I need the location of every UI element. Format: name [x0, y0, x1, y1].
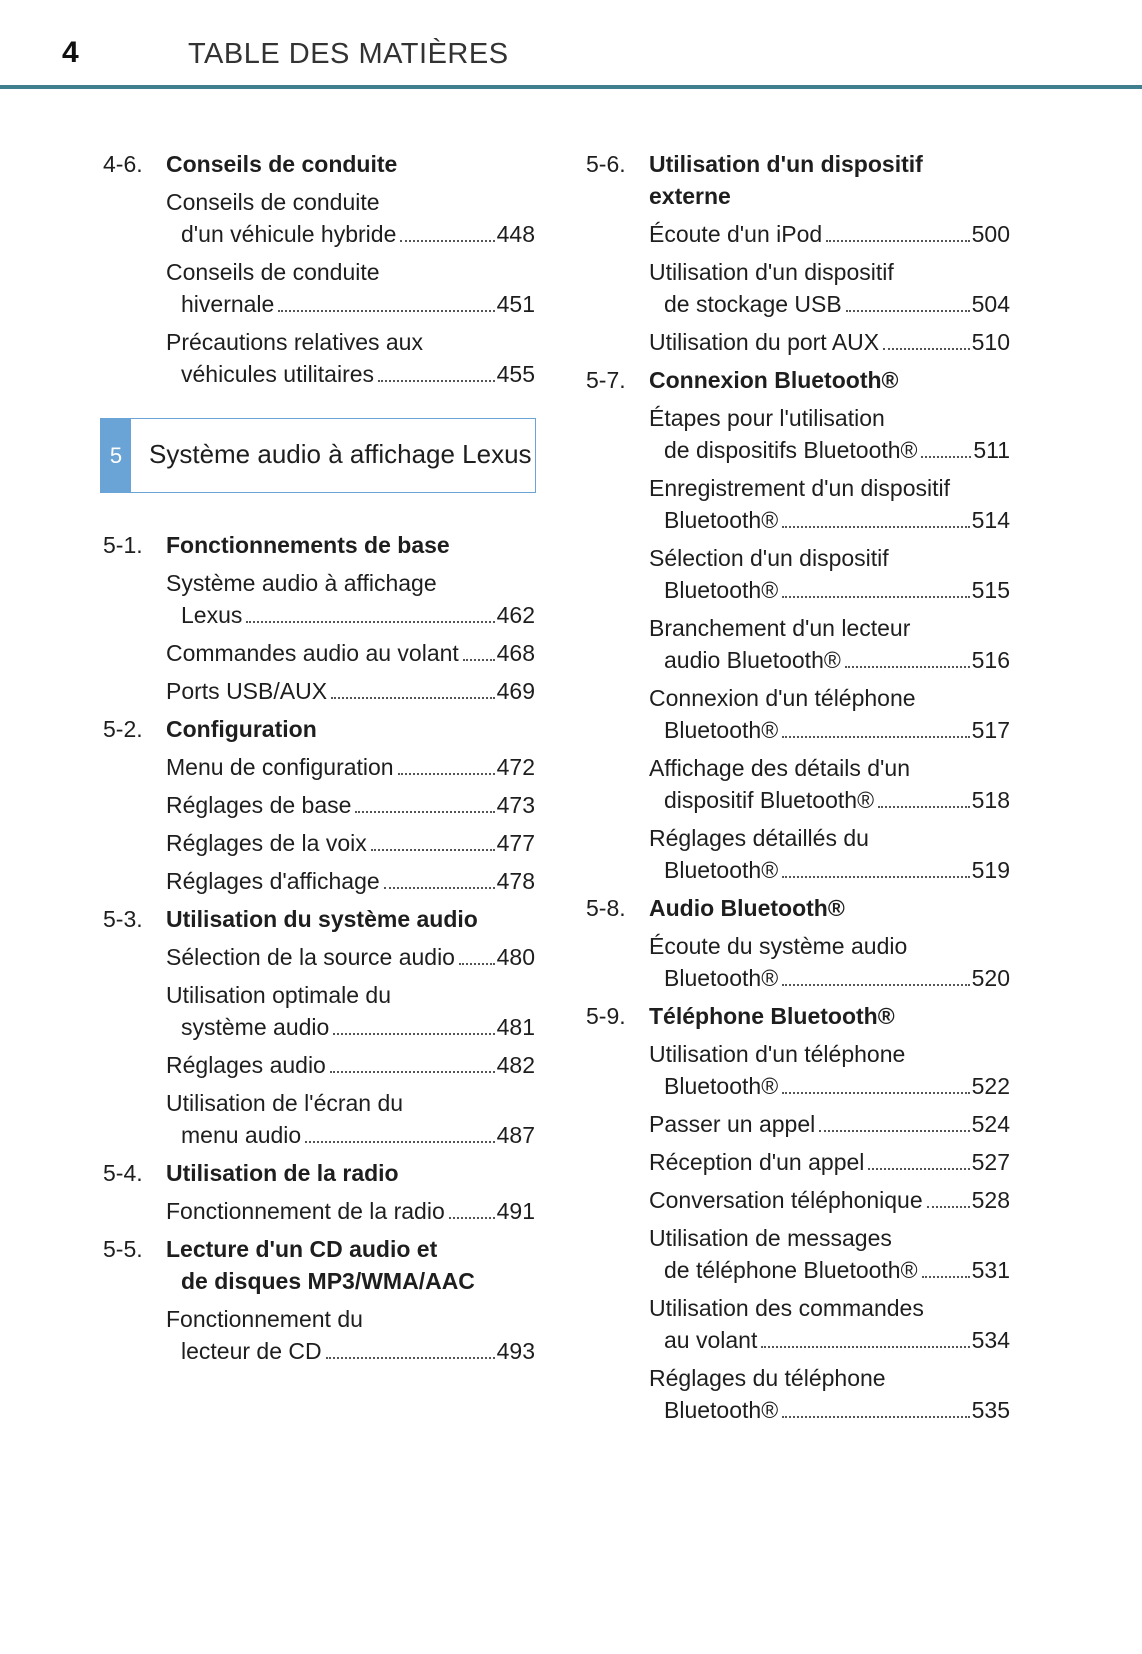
- leader-dots: [761, 1346, 969, 1348]
- entry-title: Ports USB/AUX: [166, 678, 328, 704]
- toc-entry[interactable]: [103, 675, 535, 707]
- section-heading: [586, 892, 1010, 924]
- leader-dots: [883, 348, 970, 350]
- entry-title-line1: Écoute du système audio: [649, 933, 908, 959]
- entry-title-line1: Branchement d'un lecteur: [649, 615, 911, 641]
- entry-title-line2: d'un véhicule hybride: [181, 221, 397, 247]
- entry-title-line1: Réglages détaillés du: [649, 825, 869, 851]
- leader-dots: [819, 1130, 969, 1132]
- entry-title-line1: Utilisation de messages: [649, 1225, 892, 1251]
- entry-title-line2: Bluetooth®: [664, 717, 779, 743]
- entry-page: 451: [496, 291, 535, 317]
- toc-entry[interactable]: [586, 256, 1010, 320]
- toc-entry[interactable]: [586, 218, 1010, 250]
- toc-entry[interactable]: [103, 567, 535, 631]
- page-number: 4: [62, 36, 79, 69]
- entry-title-line1: Enregistrement d'un dispositif: [649, 475, 950, 501]
- page-header: [0, 0, 1142, 90]
- toc-entry[interactable]: [103, 865, 535, 897]
- entry-title: Écoute d'un iPod: [649, 221, 823, 247]
- section-title: Utilisation du système audio: [166, 906, 478, 932]
- chapter-banner[interactable]: [100, 418, 536, 493]
- entry-page: 472: [496, 754, 535, 780]
- toc-entry[interactable]: [586, 1362, 1010, 1426]
- leader-dots: [463, 659, 495, 661]
- entry-page: 522: [971, 1073, 1010, 1099]
- leader-dots: [449, 1217, 495, 1219]
- section-number: 4-6.: [103, 151, 143, 177]
- header-rule: [0, 85, 1142, 89]
- entry-title-line2: Bluetooth®: [664, 1397, 779, 1423]
- entry-page: 482: [496, 1052, 535, 1078]
- entry-page: 478: [496, 868, 535, 894]
- leader-dots: [246, 621, 494, 623]
- leader-dots: [845, 666, 970, 668]
- entry-title-line1: Réglages du téléphone: [649, 1365, 886, 1391]
- leader-dots: [278, 310, 494, 312]
- toc-entry[interactable]: [586, 1038, 1010, 1102]
- section-title: Utilisation d'un dispositif externe: [649, 151, 923, 209]
- entry-title-line1: Utilisation d'un dispositif: [649, 259, 894, 285]
- entry-title: Conversation téléphonique: [649, 1187, 923, 1213]
- entry-title: Réglages audio: [166, 1052, 326, 1078]
- toc-entry[interactable]: [103, 186, 535, 250]
- section-number: 5-2.: [103, 716, 143, 742]
- toc-entry[interactable]: [586, 752, 1010, 816]
- toc-entry[interactable]: [103, 256, 535, 320]
- entry-title-line1: Utilisation d'un téléphone: [649, 1041, 906, 1067]
- leader-dots: [378, 380, 495, 382]
- entry-page: 528: [971, 1187, 1010, 1213]
- entry-title-line2: dispositif Bluetooth®: [664, 787, 875, 813]
- leader-dots: [305, 1141, 494, 1143]
- chapter-number: 5: [101, 419, 131, 492]
- leader-dots: [878, 806, 970, 808]
- entry-page: 511: [973, 437, 1010, 463]
- section-title: Configuration: [166, 716, 317, 742]
- leader-dots: [846, 310, 970, 312]
- entry-title-line1: Utilisation optimale du: [166, 982, 392, 1008]
- toc-right-column: [586, 148, 1010, 1432]
- toc-entry[interactable]: [586, 472, 1010, 536]
- entry-page: 477: [496, 830, 535, 856]
- section-heading: [103, 529, 535, 561]
- toc-entry[interactable]: [586, 822, 1010, 886]
- leader-dots: [921, 456, 971, 458]
- section-heading: [586, 364, 1010, 396]
- entry-title-line2: Bluetooth®: [664, 857, 779, 883]
- entry-title-line2: de stockage USB: [664, 291, 842, 317]
- entry-page: 518: [971, 787, 1010, 813]
- toc-entry[interactable]: [103, 326, 535, 390]
- entry-page: 491: [496, 1198, 535, 1224]
- toc-entry[interactable]: [103, 1087, 535, 1151]
- entry-page: 516: [971, 647, 1010, 673]
- entry-title: Réception d'un appel: [649, 1149, 865, 1175]
- leader-dots: [400, 240, 494, 242]
- section-title: Conseils de conduite: [166, 151, 398, 177]
- section-number: 5-8.: [586, 895, 626, 921]
- entry-title-line1: Utilisation des commandes: [649, 1295, 924, 1321]
- entry-title: Réglages de la voix: [166, 830, 367, 856]
- toc-entry[interactable]: [103, 1195, 535, 1227]
- leader-dots: [927, 1206, 970, 1208]
- toc-entry[interactable]: [586, 402, 1010, 466]
- leader-dots: [826, 240, 969, 242]
- section-number: 5-5.: [103, 1236, 143, 1262]
- entry-title-line2: menu audio: [181, 1122, 302, 1148]
- entry-title: Réglages de base: [166, 792, 352, 818]
- entry-title-line2: Bluetooth®: [664, 965, 779, 991]
- section-title-line1: Lecture d'un CD audio et: [166, 1236, 438, 1262]
- leader-dots: [782, 1416, 969, 1418]
- toc-entry[interactable]: [586, 682, 1010, 746]
- toc-entry[interactable]: [586, 1146, 1010, 1178]
- entry-page: 481: [496, 1014, 535, 1040]
- entry-title-line2: hivernale: [181, 291, 275, 317]
- toc-entry[interactable]: [586, 612, 1010, 676]
- toc-entry[interactable]: [103, 827, 535, 859]
- toc-entry[interactable]: [103, 1049, 535, 1081]
- leader-dots: [782, 596, 969, 598]
- entry-page: 531: [971, 1257, 1010, 1283]
- entry-page: 493: [496, 1338, 535, 1364]
- entry-page: 480: [496, 944, 535, 970]
- entry-title-line1: Conseils de conduite: [166, 189, 380, 215]
- leader-dots: [331, 697, 495, 699]
- leader-dots: [868, 1168, 969, 1170]
- entry-title-line1: Système audio à affichage: [166, 570, 437, 596]
- toc-entry[interactable]: [586, 930, 1010, 994]
- entry-title: Utilisation du port AUX: [649, 329, 880, 355]
- entry-page: 487: [496, 1122, 535, 1148]
- entry-title-line1: Connexion d'un téléphone: [649, 685, 916, 711]
- section-heading: [103, 1233, 535, 1297]
- entry-title-line2: véhicules utilitaires: [181, 361, 375, 387]
- entry-page: 517: [971, 717, 1010, 743]
- entry-title: Passer un appel: [649, 1111, 816, 1137]
- toc-entry[interactable]: [103, 1303, 535, 1367]
- entry-page: 519: [971, 857, 1010, 883]
- section-number: 5-9.: [586, 1003, 626, 1029]
- entry-title-line2: Bluetooth®: [664, 1073, 779, 1099]
- entry-page: 515: [971, 577, 1010, 603]
- section-title: Connexion Bluetooth®: [649, 367, 899, 393]
- entry-title-line2: au volant: [664, 1327, 758, 1353]
- leader-dots: [922, 1276, 970, 1278]
- toc-entry[interactable]: [103, 751, 535, 783]
- leader-dots: [782, 984, 969, 986]
- entry-title-line2: système audio: [181, 1014, 330, 1040]
- entry-title-line2: audio Bluetooth®: [664, 647, 841, 673]
- leader-dots: [371, 849, 495, 851]
- entry-title-line2: Lexus: [181, 602, 243, 628]
- entry-page: 504: [971, 291, 1010, 317]
- entry-page: 524: [971, 1111, 1010, 1137]
- entry-page: 469: [496, 678, 535, 704]
- toc-entry[interactable]: [586, 1292, 1010, 1356]
- section-heading: [103, 713, 535, 745]
- section-number: 5-3.: [103, 906, 143, 932]
- entry-title-line2: lecteur de CD: [181, 1338, 322, 1364]
- entry-title-line2: Bluetooth®: [664, 577, 779, 603]
- entry-page: 520: [971, 965, 1010, 991]
- entry-page: 534: [971, 1327, 1010, 1353]
- leader-dots: [782, 736, 969, 738]
- chapter-title: Système audio à affichage Lexus: [149, 439, 532, 469]
- leader-dots: [782, 526, 969, 528]
- toc-entry[interactable]: [103, 637, 535, 669]
- entry-title-line2: de téléphone Bluetooth®: [664, 1257, 918, 1283]
- section-heading: [103, 148, 535, 180]
- entry-title-line1: Sélection d'un dispositif: [649, 545, 889, 571]
- section-number: 5-6.: [586, 151, 626, 177]
- section-number: 5-4.: [103, 1160, 143, 1186]
- toc-entry[interactable]: [586, 1108, 1010, 1140]
- toc-entry[interactable]: [103, 789, 535, 821]
- section-number: 5-1.: [103, 532, 143, 558]
- section-title: Audio Bluetooth®: [649, 895, 845, 921]
- leader-dots: [459, 963, 495, 965]
- leader-dots: [782, 876, 969, 878]
- leader-dots: [355, 811, 494, 813]
- section-heading: [586, 148, 1010, 212]
- section-title-line2: de disques MP3/WMA/AAC: [181, 1268, 475, 1294]
- toc-entry[interactable]: [586, 1184, 1010, 1216]
- section-number: 5-7.: [586, 367, 626, 393]
- entry-title-line1: Étapes pour l'utilisation: [649, 405, 885, 431]
- leader-dots: [782, 1092, 969, 1094]
- section-title: Utilisation de la radio: [166, 1160, 399, 1186]
- section-heading: [586, 1000, 1010, 1032]
- entry-title-line1: Fonctionnement du: [166, 1306, 363, 1332]
- entry-title-line1: Précautions relatives aux: [166, 329, 423, 355]
- entry-page: 468: [496, 640, 535, 666]
- toc-entry[interactable]: [103, 979, 535, 1043]
- leader-dots: [333, 1033, 494, 1035]
- entry-title-line2: Bluetooth®: [664, 507, 779, 533]
- entry-page: 448: [496, 221, 535, 247]
- entry-title: Sélection de la source audio: [166, 944, 455, 970]
- leader-dots: [326, 1357, 495, 1359]
- toc-entry[interactable]: [586, 326, 1010, 358]
- toc-entry[interactable]: [586, 542, 1010, 606]
- entry-page: 462: [496, 602, 535, 628]
- entry-page: 535: [971, 1397, 1010, 1423]
- entry-page: 500: [971, 221, 1010, 247]
- entry-title-line2: de dispositifs Bluetooth®: [664, 437, 918, 463]
- toc-entry[interactable]: [103, 941, 535, 973]
- section-title: Téléphone Bluetooth®: [649, 1003, 895, 1029]
- entry-page: 510: [971, 329, 1010, 355]
- entry-title: Commandes audio au volant: [166, 640, 459, 666]
- entry-title-line1: Conseils de conduite: [166, 259, 380, 285]
- entry-page: 455: [496, 361, 535, 387]
- page-title: TABLE DES MATIÈRES: [188, 38, 509, 70]
- toc-left-column: [103, 148, 535, 1373]
- entry-page: 527: [971, 1149, 1010, 1175]
- leader-dots: [398, 773, 495, 775]
- entry-title-line1: Affichage des détails d'un: [649, 755, 910, 781]
- entry-title-line1: Utilisation de l'écran du: [166, 1090, 404, 1116]
- entry-title: Fonctionnement de la radio: [166, 1198, 445, 1224]
- leader-dots: [330, 1071, 495, 1073]
- toc-entry[interactable]: [586, 1222, 1010, 1286]
- section-heading: [103, 903, 535, 935]
- section-heading: [103, 1157, 535, 1189]
- entry-title: Menu de configuration: [166, 754, 394, 780]
- leader-dots: [384, 887, 495, 889]
- entry-page: 473: [496, 792, 535, 818]
- entry-title: Réglages d'affichage: [166, 868, 380, 894]
- entry-page: 514: [971, 507, 1010, 533]
- section-title: Fonctionnements de base: [166, 532, 450, 558]
- section-title: [166, 1233, 535, 1297]
